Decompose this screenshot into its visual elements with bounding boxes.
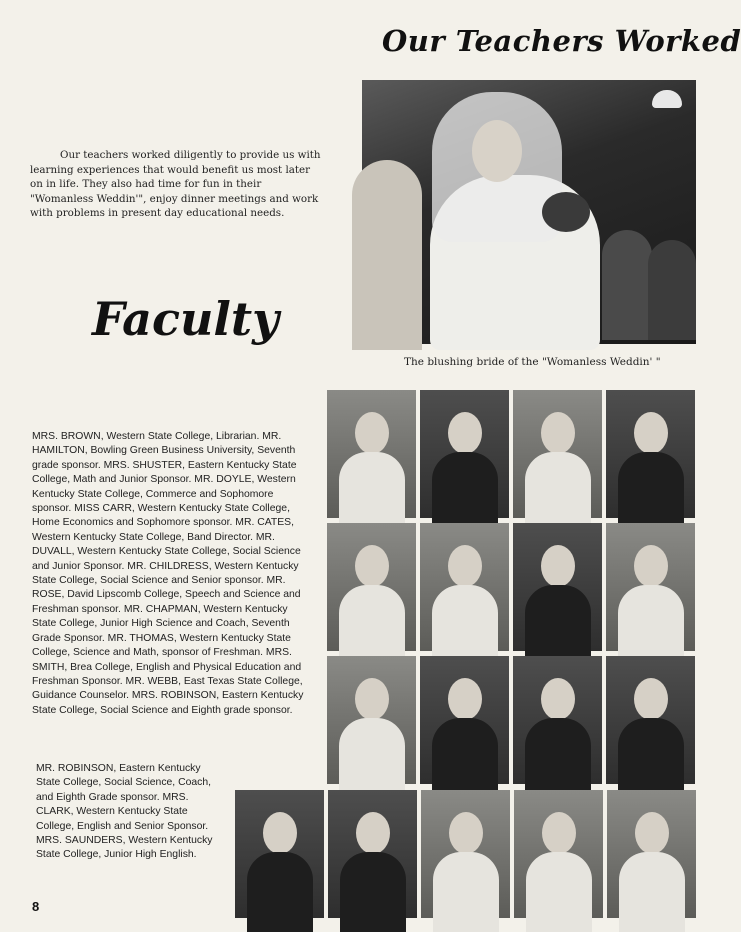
- faculty-portrait: [421, 790, 510, 918]
- page-number: 8: [32, 899, 40, 914]
- photo-caption: The blushing bride of the "Womanless Weddin' ": [404, 356, 661, 368]
- wedding-photo: [362, 80, 696, 344]
- faculty-portrait: [607, 790, 696, 918]
- faculty-portrait: [328, 790, 417, 918]
- bride-face: [472, 120, 522, 182]
- faculty-portrait: [514, 790, 603, 918]
- faculty-roster: MRS. BROWN, Western State College, Librarian. MR. HAMILTON, Bowling Green Business University, Seventh grade sponsor. MRS. SHUSTER, Eastern Kentucky State College, Math and Junior Sponsor. MR. DOYLE, Western Kentucky State College, Commerce and Sophomore sponsor. MISS CARR, Western Kentucky State College, Home Economics and Sophomore sponsor. MR. CATES, Western Kentucky State College, Band Director. MR. DUVALL, Western Kentucky State College, Social Science and Junior Sponsor. MR. CHILDRESS, Western Kentucky State College, Social Science and Senior sponsor. MR. ROSE, David Lipscomb College, Speech and Science and Freshman sponsor. MR. CHAPMAN, Western Kentucky State College, Junior High Science and Coach, Seventh Grade Sponsor. MR. THOMAS, Western Kentucky State College, Science and Math, sponsor of Freshman. MRS. SMITH, Brea College, English and Physical Education and Freshman Sponsor. MR. WEBB, East Texas State College, Guidance Counselor. MRS. ROBINSON, Eastern Kentucky State College, Social Science and Eighth grade sponsor.: [32, 431, 304, 716]
- faculty-portrait: [327, 523, 416, 651]
- faculty-portrait: [606, 656, 695, 784]
- faculty-portrait: [606, 390, 695, 518]
- faculty-portrait: [513, 390, 602, 518]
- foreground-girl: [352, 160, 422, 350]
- faculty-portrait: [420, 523, 509, 651]
- faculty-roster-continued: MR. ROBINSON, Eastern Kentucky State College, Social Science, Coach, and Eighth Grade sponsor. MRS. CLARK, Western Kentucky State College, English and Senior Sponsor. MRS. SAUNDERS, Western Kentucky State College, Junior High English.: [36, 763, 213, 861]
- audience-member: [602, 230, 652, 340]
- faculty-portrait: [420, 390, 509, 518]
- faculty-portrait: [513, 656, 602, 784]
- faculty-portrait: [327, 390, 416, 518]
- audience-member: [648, 240, 696, 340]
- faculty-portrait: [235, 790, 324, 918]
- faculty-portrait: [606, 523, 695, 651]
- section-title: Faculty: [92, 292, 279, 346]
- bouquet: [542, 192, 590, 232]
- ceiling-lamp: [652, 90, 682, 108]
- page-heading: Our Teachers Worked: [382, 24, 741, 58]
- intro-paragraph: Our teachers worked diligently to provide us with learning experiences that would benefit us most later on in life. They also had time for fun in their "Womanless Weddin'", enjoy dinner meetings and work with problems in present day educational needs.: [30, 149, 321, 219]
- faculty-portrait: [513, 523, 602, 651]
- faculty-portrait: [420, 656, 509, 784]
- faculty-portrait: [327, 656, 416, 784]
